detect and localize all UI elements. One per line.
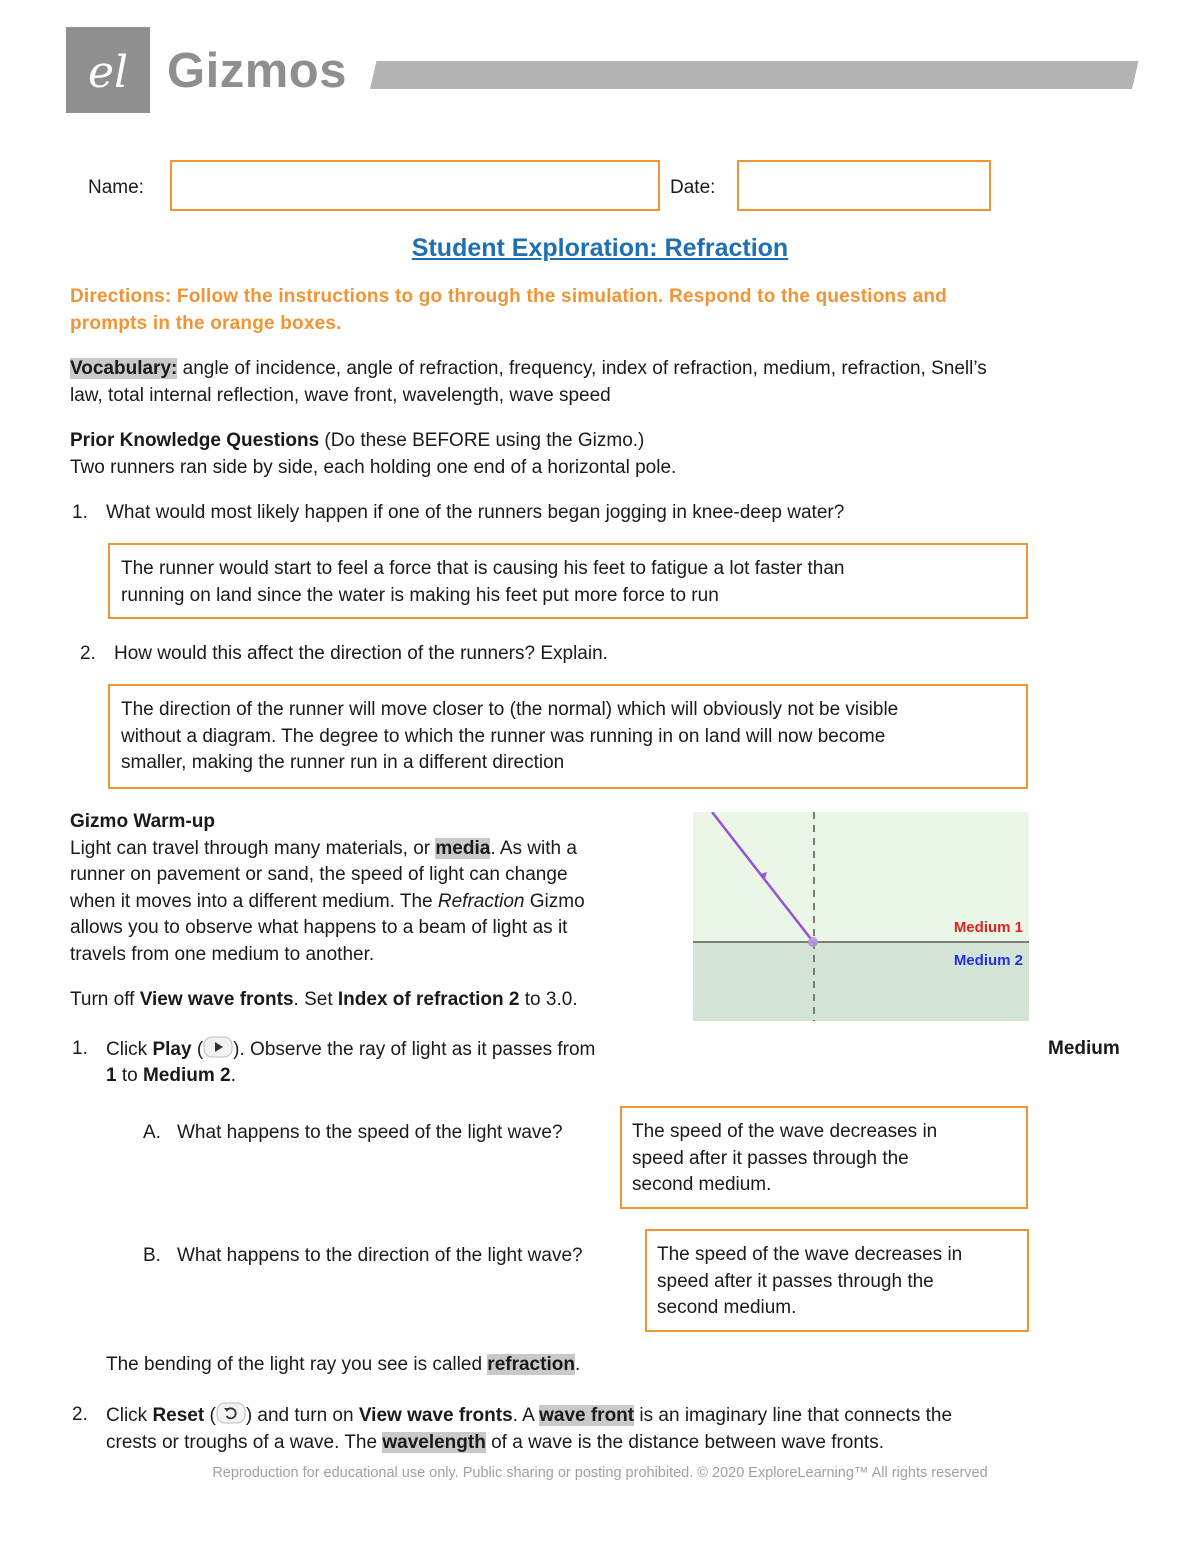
activity-question-1-line2: 1 to Medium 2.: [106, 1065, 236, 1086]
date-label: Date:: [670, 177, 716, 198]
pk-question-2-number: 2.: [80, 643, 96, 664]
footer: Reproduction for educational use only. Public sharing or posting prohibited. © 2020 ExploreLearning™ All rights reserved: [212, 1465, 988, 1481]
warmup-heading: Gizmo Warm-up: [70, 811, 215, 832]
prior-knowledge-heading: Prior Knowledge Questions: [70, 430, 320, 451]
page-title: Student Exploration: Refraction: [411, 234, 789, 262]
answer-box-pk-2[interactable]: The direction of the runner will move closer to (the normal) which will obviously not be visible without a diagram. The degree to which the runner was running in on land will now become smaller, making the runner run in a different direction: [108, 684, 1028, 789]
refraction-statement: The bending of the light ray you see is called refraction.: [106, 1354, 581, 1375]
activity-question-2-number: 2.: [72, 1404, 88, 1425]
vocabulary: Vocabulary: angle of incidence, angle of refraction, frequency, index of refraction, medium, refraction, Snell’s law, total internal reflection, wave front, wavelength, wave speed: [70, 358, 987, 406]
activity-question-2: Click Reset ( ) and turn on View wave fronts. A wave front is an imaginary line that connects the crests or troughs of a wave. The wavelength of a wave is the distance between wave fronts.: [106, 1402, 1136, 1456]
directions: Directions: Follow the instructions to go through the simulation. Respond to the questions and prompts in the orange boxes.: [70, 286, 947, 334]
name-field[interactable]: [170, 160, 660, 211]
pk-question-2: How would this affect the direction of the runners? Explain.: [114, 643, 608, 664]
question-b-letter: B.: [143, 1245, 161, 1266]
refraction-figure: [693, 812, 1029, 1021]
explorelearning-logo-icon: [66, 27, 150, 113]
pk-question-1: What would most likely happen if one of the runners began jogging in knee-deep water?: [106, 502, 845, 523]
medium-2-label: Medium 2: [953, 952, 1023, 969]
answer-box-a[interactable]: The speed of the wave decreases in speed after it passes through the second medium.: [620, 1106, 1028, 1209]
answer-box-pk-1[interactable]: The runner would start to feel a force that is causing his feet to fatigue a lot faster than running on land since the water is making his feet put more force to run: [108, 543, 1028, 619]
vocabulary-label: Vocabulary:: [70, 358, 178, 379]
svg-text:el: el: [87, 47, 129, 98]
header-bar: [370, 61, 1138, 89]
question-a-letter: A.: [143, 1122, 161, 1143]
reset-icon: [216, 1402, 246, 1425]
date-field[interactable]: [737, 160, 991, 211]
medium-1-label: Medium 1: [953, 919, 1023, 936]
warmup-instruction: Turn off View wave fronts. Set Index of refraction 2 to 3.0.: [70, 989, 578, 1010]
question-a: What happens to the speed of the light wave?: [177, 1122, 563, 1143]
prior-knowledge: Prior Knowledge Questions (Do these BEFORE using the Gizmo.) Two runners ran side by side, each holding one end of a horizontal pole.: [70, 430, 677, 478]
question-b: What happens to the direction of the light wave?: [177, 1245, 583, 1266]
warmup-section: Gizmo Warm-up Light can travel through many materials, or media. As with a runner on pavement or sand, the speed of light can change when it moves into a different medium. The Refraction Gizmo allows you to observe what happens to a beam of light as it travels from one medium to another.: [70, 811, 585, 965]
answer-box-b[interactable]: The speed of the wave decreases in speed after it passes through the second medium.: [645, 1229, 1029, 1332]
name-label: Name:: [88, 177, 144, 198]
activity-question-1-number: 1.: [72, 1038, 88, 1059]
brand-title: Gizmos: [167, 44, 347, 98]
pk-question-1-number: 1.: [72, 502, 88, 523]
play-icon: [203, 1036, 233, 1059]
activity-question-1: Click Play ( ). Observe the ray of light as it passes from: [106, 1036, 1136, 1064]
activity-question-1-medium: Medium: [1048, 1038, 1120, 1059]
